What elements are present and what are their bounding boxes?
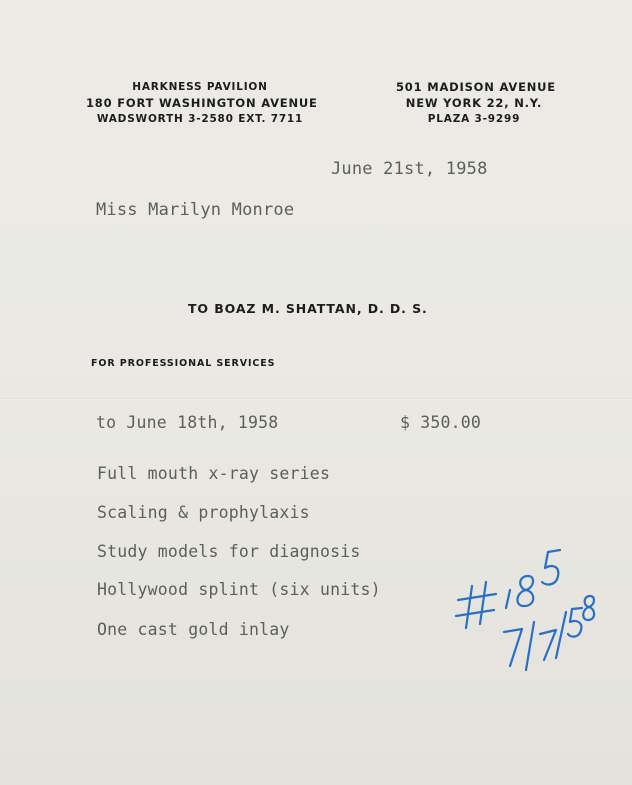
letterhead-city: NEW YORK 22, N.Y. — [405, 96, 543, 110]
service-item: Scaling & prophylaxis — [97, 503, 310, 522]
handwritten-annotation-strokes — [456, 550, 594, 670]
service-item: Hollywood splint (six units) — [97, 580, 381, 599]
letterhead-street: 180 FORT WASHINGTON AVENUE — [86, 96, 318, 110]
letterhead-location: HARKNESS PAVILION — [132, 81, 268, 93]
services-heading: FOR PROFESSIONAL SERVICES — [91, 358, 276, 369]
dentist-heading: TO BOAZ M. SHATTAN, D. D. S. — [188, 301, 428, 316]
service-item: Full mouth x-ray series — [97, 464, 331, 483]
service-item: One cast gold inlay — [97, 620, 290, 639]
invoice-date: June 21st, 1958 — [331, 159, 488, 179]
letterhead-left-address — [86, 79, 318, 127]
letterhead-phone: PLAZA 3-9299 — [427, 113, 521, 125]
billing-amount: $ 350.00 — [400, 413, 482, 432]
billing-period: to June 18th, 1958 — [96, 413, 279, 432]
service-item: Study models for diagnosis — [97, 542, 361, 561]
letterhead-street: 501 MADISON AVENUE — [396, 80, 556, 94]
handwritten-annotation — [450, 528, 610, 678]
letterhead-phone: WADSWORTH 3-2580 EXT. 7711 — [96, 113, 304, 125]
letterhead-right-address — [396, 79, 556, 127]
recipient-name: Miss Marilyn Monroe — [96, 200, 295, 220]
